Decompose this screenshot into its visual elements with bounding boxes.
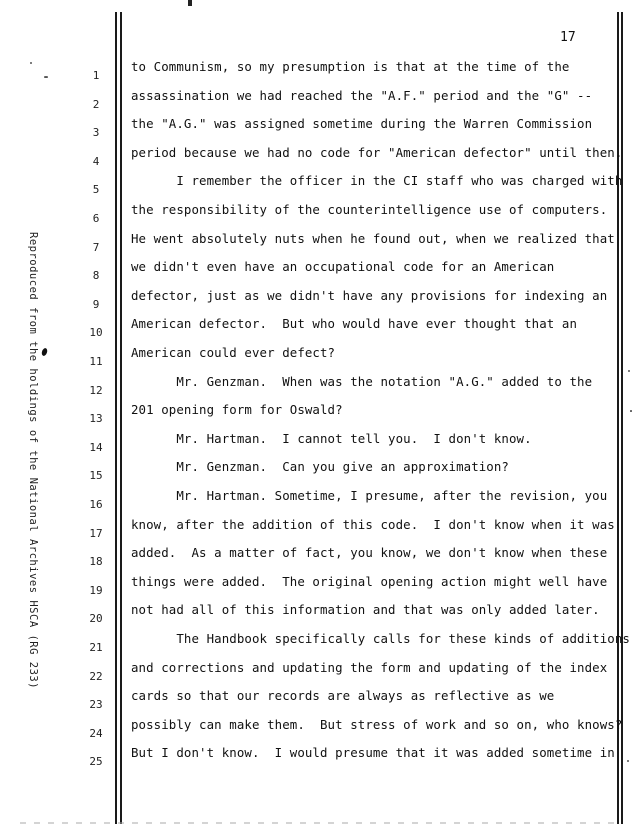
transcript-line: not had all of this information and that was only added later. (131, 602, 600, 618)
line-number: 5 (92, 183, 100, 197)
archive-side-note: Reproduced from the holdings of the National Archives HSCA (RG 233) (27, 232, 39, 690)
transcript-line: I remember the officer in the CI staff who was charged with (131, 173, 623, 189)
line-number: 13 (89, 412, 103, 426)
transcript-line: The Handbook specifically calls for these kinds of additions (131, 631, 630, 646)
line-number: 24 (89, 726, 103, 740)
transcript-line: assassination we had reached the "A.F." period and the "G" -- (131, 87, 593, 103)
line-number: 3 (92, 126, 100, 140)
line-number: 17 (89, 526, 103, 540)
line-number: 9 (92, 297, 100, 311)
transcript-line: Mr. Genzman. Can you give an approximation? (131, 459, 509, 475)
line-number: 20 (89, 612, 103, 626)
transcript-line: the "A.G." was assigned sometime during the Warren Commission (131, 116, 593, 132)
transcript-line: Mr. Hartman. Sometime, I presume, after the revision, you (131, 488, 608, 503)
line-number: 22 (89, 669, 103, 683)
transcript-line: we didn't even have an occupational code for an American (131, 259, 555, 275)
transcript-line: Mr. Genzman. When was the notation "A.G." added to the (131, 373, 593, 389)
transcript-line: possibly can make them. But stress of work and so on, who knows? (131, 716, 623, 732)
line-number: 10 (89, 326, 103, 340)
transcript-line: know, after the addition of this code. I don't know when it was (131, 516, 615, 532)
transcript-line: Mr. Hartman. I cannot tell you. I don't know. (131, 430, 532, 446)
line-number: 19 (89, 583, 103, 597)
transcript-line: the responsibility of the counterintelligence use of computers. (131, 202, 608, 217)
line-number: 6 (92, 212, 100, 225)
speck (30, 62, 32, 64)
line-number: 25 (89, 755, 103, 769)
ink-blot (41, 347, 48, 356)
line-number: 1 (92, 69, 100, 82)
line-number: 7 (92, 240, 100, 254)
transcript-line: to Communism, so my presumption is that at the time of the (131, 59, 570, 74)
line-number: 4 (92, 154, 100, 168)
transcript-line: and corrections and updating the form and updating of the index (131, 659, 608, 675)
line-number: 15 (89, 469, 103, 483)
transcript-line: But I don't know. I would presume that it was added sometime in (131, 745, 615, 761)
page-number: 17 (560, 30, 576, 45)
transcript-line: He went absolutely nuts when he found out, when we realized that (131, 230, 615, 246)
line-number: 14 (89, 440, 103, 454)
line-number: 21 (89, 641, 103, 654)
right-margin-rule (617, 12, 619, 824)
transcript-line: things were added. The original opening action might well have (131, 573, 608, 589)
line-number: 23 (89, 698, 103, 712)
speck (44, 76, 48, 78)
speck (627, 760, 629, 762)
line-number: 11 (89, 355, 103, 368)
transcript-line: cards so that our records are always as reflective as we (131, 688, 555, 704)
transcript-line: American defector. But who would have ever thought that an (131, 316, 578, 332)
left-margin-rule-inner (120, 12, 122, 824)
transcript-line: defector, just as we didn't have any provisions for indexing an (131, 287, 608, 303)
speck (628, 370, 630, 372)
transcript-line: American could ever defect? (131, 345, 336, 360)
transcript-line: 201 opening form for Oswald? (131, 402, 343, 418)
right-margin-rule-outer (621, 12, 623, 824)
line-number: 2 (92, 97, 100, 111)
transcript-line: period because we had no code for "American defector" until then. (131, 144, 623, 160)
top-mark (188, 0, 192, 6)
speck (630, 410, 632, 412)
line-number: 8 (92, 269, 100, 283)
left-margin-rule (115, 12, 117, 824)
line-number: 16 (89, 498, 103, 511)
transcript-line: added. As a matter of fact, you know, we don't know when these (131, 545, 608, 561)
line-number: 12 (89, 383, 103, 397)
bottom-scan-noise (20, 822, 620, 824)
line-number: 18 (89, 555, 103, 569)
